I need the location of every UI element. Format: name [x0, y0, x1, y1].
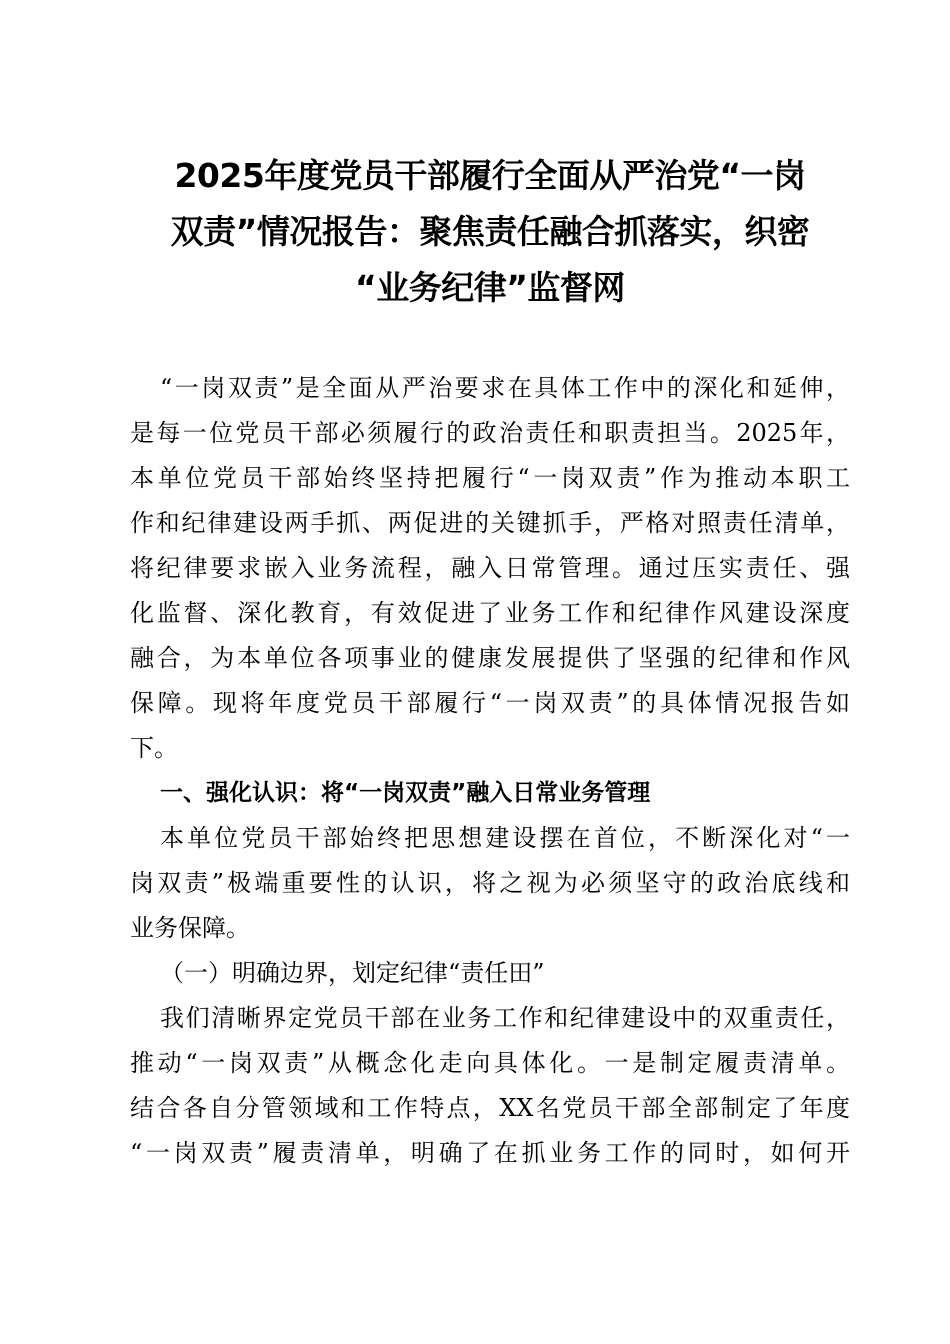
paragraph-line: 将纪律要求嵌入业务流程，融入日常管理。通过压实责任、强 — [130, 554, 850, 582]
title-line: 双责”情况报告：聚焦责任融合抓落实，织密 — [170, 212, 810, 251]
paragraph-line: 作和纪律建设两手抓、两促进的关键抓手，严格对照责任清单， — [130, 509, 850, 537]
section-heading: 一、强化认识：将“一岗双责”融入日常业务管理 — [160, 780, 651, 806]
document-title — [130, 148, 850, 316]
section-paragraph — [130, 816, 850, 951]
paragraph-line: “一岗双责”是全面从严治要求在具体工作中的深化和延伸， — [160, 374, 850, 402]
paragraph-line: 本单位党员干部始终把思想建设摆在首位，不断深化对“一 — [160, 824, 850, 852]
subsection-heading: （一）明确边界，划定纪律“责任田” — [160, 959, 545, 987]
title-line: “业务纪律”监督网 — [355, 268, 625, 307]
paragraph-line: 岗双责”极端重要性的认识，将之视为必须坚守的政治底线和 — [130, 869, 850, 897]
paragraph-line: 推动“一岗双责”从概念化走向具体化。一是制定履责清单。 — [130, 1049, 850, 1077]
title-line: 2025年度党员干部履行全面从严治党“一岗 — [174, 156, 806, 195]
document-body — [130, 366, 850, 1176]
paragraph-line: 结合各自分管领域和工作特点，XX名党员干部全部制定了年度 — [130, 1094, 850, 1122]
paragraph-line: “一岗双责”履责清单，明确了在抓业务工作的同时，如何开 — [130, 1139, 850, 1167]
paragraph-line: 化监督、深化教育，有效促进了业务工作和纪律作风建设深度 — [130, 599, 850, 627]
paragraph-line: 是每一位党员干部必须履行的政治责任和职责担当。2025年， — [130, 419, 850, 447]
subsection-paragraph — [130, 996, 850, 1176]
paragraph-line: 本单位党员干部始终坚持把履行“一岗双责”作为推动本职工 — [130, 464, 850, 492]
paragraph-line: 下。 — [130, 734, 178, 762]
paragraph-line: 保障。现将年度党员干部履行“一岗双责”的具体情况报告如 — [130, 689, 850, 717]
paragraph-line: 我们清晰界定党员干部在业务工作和纪律建设中的双重责任， — [160, 1004, 850, 1032]
intro-paragraph — [130, 366, 850, 771]
paragraph-line: 业务保障。 — [130, 914, 250, 942]
paragraph-line: 融合，为本单位各项事业的健康发展提供了坚强的纪律和作风 — [130, 644, 850, 672]
